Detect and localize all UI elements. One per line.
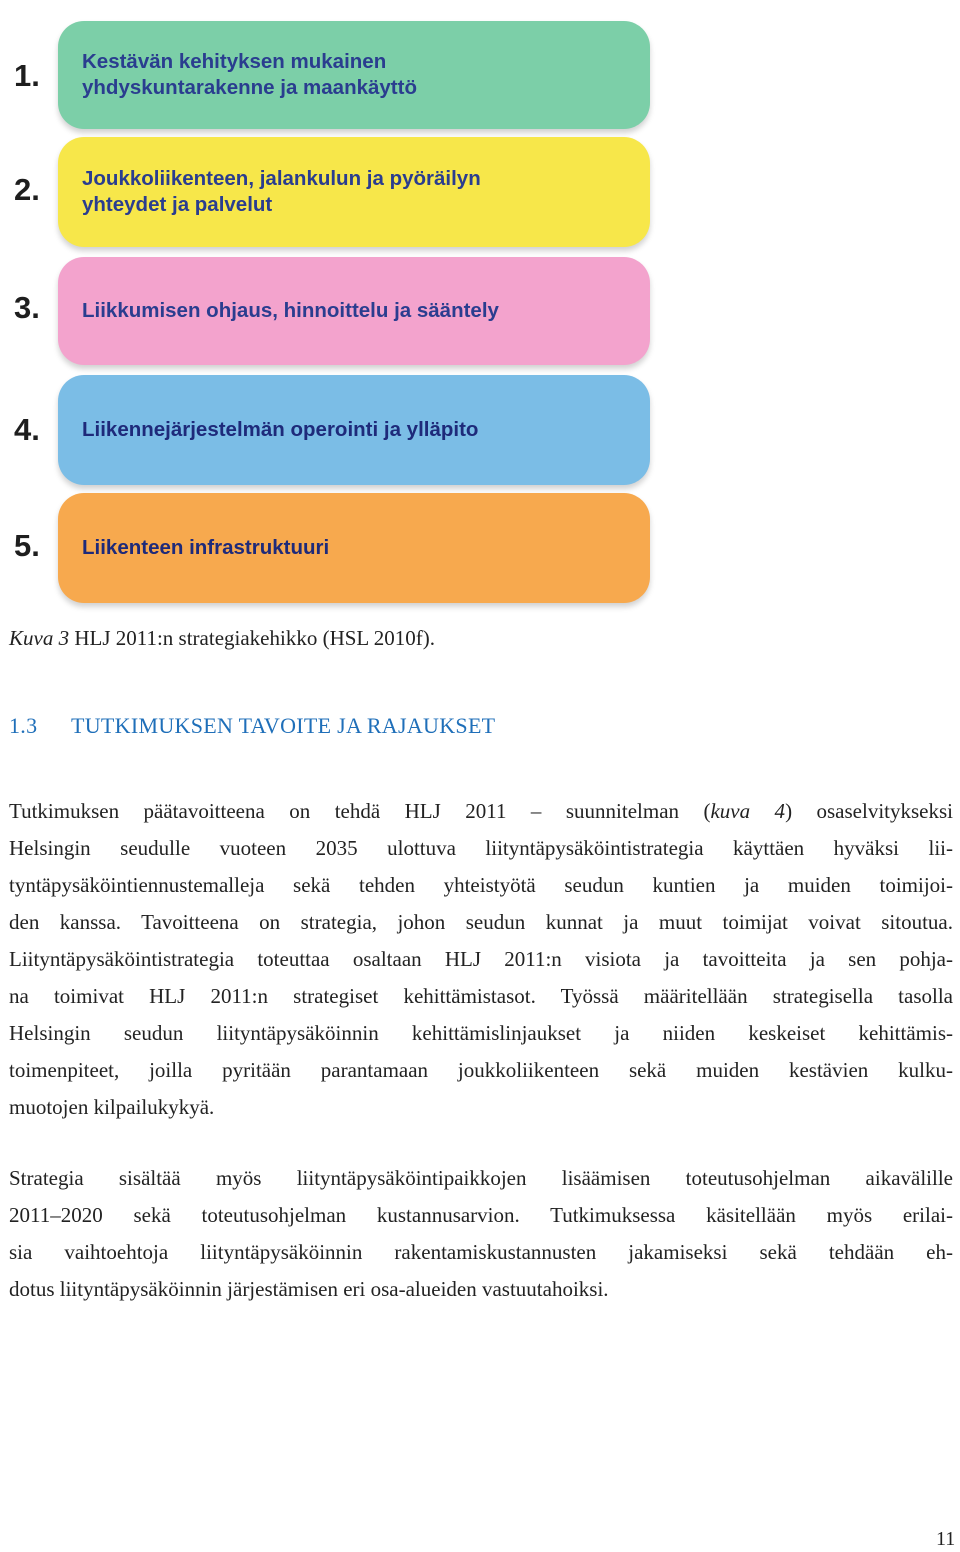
tier-1 [0,18,680,134]
section-title: TUTKIMUKSEN TAVOITE JA RAJAUKSET [71,713,496,738]
paragraph-2-line-4: dotus liityntäpysäköinnin järjestämisen eri osa-alueiden vastuutahoiksi. [9,1277,609,1301]
tier-2-box [58,137,650,247]
section-heading [9,713,495,739]
p1-line1-text-b: ) osaselvitykseksi [785,799,953,823]
paragraph-1-line-6: na toimivat HLJ 2011:n strategiset kehittämistasot. Työssä määritellään strategisella tasolla [9,984,953,1008]
tier-2-number: 2. [14,172,40,207]
paragraph-2-line-2: 2011–2020 sekä toteutusohjelman kustannusarvion. Tutkimuksessa käsitellään myös erilai- [9,1203,953,1227]
tier-3-label: Liikkumisen ohjaus, hinnoittelu ja sääntely [82,299,499,322]
tier-4 [0,372,680,490]
paragraph-1-line-9: muotojen kilpailukykyä. [9,1095,215,1119]
paragraph-1-line-2: Helsingin seudulle vuoteen 2035 ulottuva liityntäpysäköintistrategia käyttäen hyväksi lii- [9,836,953,860]
figure-reference: kuva 4 [710,799,786,823]
caption-label: Kuva 3 [9,626,70,650]
page-number: 11 [936,1528,956,1550]
section-number: 1.3 [9,713,38,738]
tier-5-box [58,493,650,603]
paragraph-1-line-5: Liityntäpysäköintistrategia toteuttaa osaltaan HLJ 2011:n visiota ja tavoitteita ja sen pohja- [9,947,953,971]
tier-2-label-line2: yhteydet ja palvelut [82,193,273,216]
tier-1-label-line1: Kestävän kehityksen mukainen [82,50,387,73]
tier-2 [0,134,680,252]
tier-4-label: Liikennejärjestelmän operointi ja ylläpito [82,418,479,441]
figure-caption [9,626,435,651]
tier-2-label-line1: Joukkoliikenteen, jalankulun ja pyöräilyn [82,167,481,190]
paragraph-1-line-1 [9,793,953,830]
paragraph-2-line-3: sia vaihtoehtoja liityntäpysäköinnin rakentamiskustannusten jakamiseksi sekä tehdään eh- [9,1240,953,1264]
paragraph-1-line-3: tyntäpysäköintiennustemalleja sekä tehden yhteistyötä seudun kuntien ja muiden toimijoi- [9,873,953,897]
tier-1-number: 1. [14,58,40,93]
tier-1-box [58,21,650,129]
tier-4-number: 4. [14,412,40,447]
caption-text: HLJ 2011:n strategiakehikko (HSL 2010f). [74,626,435,650]
p1-line1-text-a: Tutkimuksen päätavoitteena on tehdä HLJ 2011 – suunnitelman ( [9,799,711,823]
tier-5-label: Liikenteen infrastruktuuri [82,536,330,559]
paragraph-1 [9,793,953,1126]
paragraph-2 [9,1160,953,1308]
paragraph-1-line-8: toimenpiteet, joilla pyritään parantamaan joukkoliikenteen sekä muiden kestävien kulku- [9,1058,953,1082]
tier-3-box [58,257,650,365]
paragraph-1-line-4: den kanssa. Tavoitteena on strategia, johon seudun kunnat ja muut toimijat voivat sitoutua. [9,910,953,934]
tier-1-label-line2: yhdyskuntarakenne ja maankäyttö [82,76,417,99]
tier-4-box [58,375,650,485]
paragraph-1-line-7: Helsingin seudun liityntäpysäköinnin kehittämislinjaukset ja niiden keskeiset kehittämis- [9,1021,953,1045]
strategy-framework-figure [0,0,680,615]
tier-3 [0,254,680,370]
tier-3-number: 3. [14,290,40,325]
tier-5 [0,490,680,608]
paragraph-2-line-1: Strategia sisältää myös liityntäpysäköintipaikkojen lisäämisen toteutusohjelman aikavälille [9,1166,953,1190]
tier-5-number: 5. [14,528,40,563]
